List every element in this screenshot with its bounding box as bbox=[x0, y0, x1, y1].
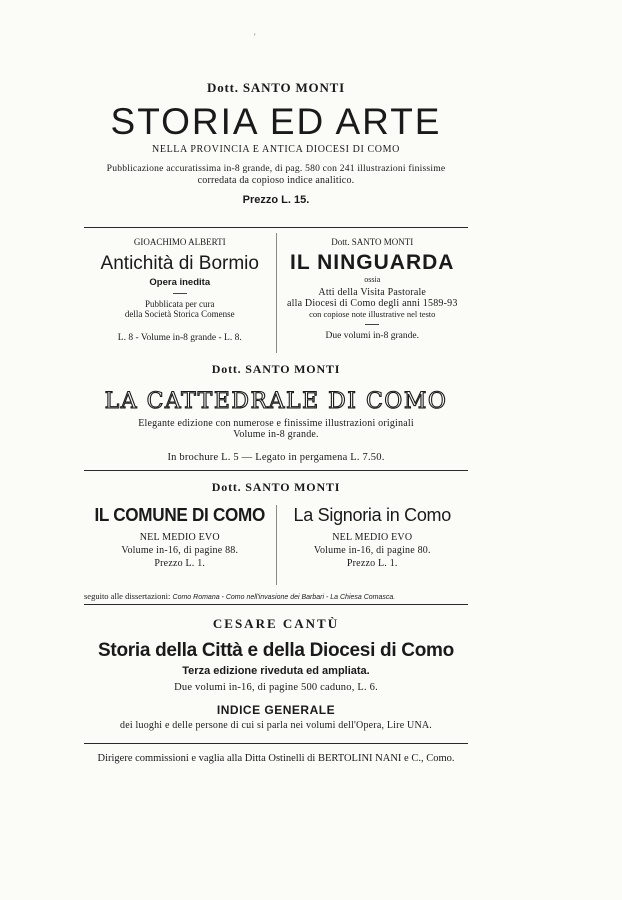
book-desc-2: alla Diocesi di Como degli anni 1589-93 bbox=[286, 298, 458, 309]
book-subtitle: NEL MEDIO EVO bbox=[332, 532, 413, 543]
book-title: LA CATTEDRALE DI COMO bbox=[104, 389, 448, 414]
author-line: Dott. SANTO MONTI bbox=[211, 362, 341, 376]
book-note: Opera inedita bbox=[149, 277, 211, 288]
publisher-line-2: della Società Storica Comense bbox=[124, 309, 235, 319]
author-line: Dott. SANTO MONTI bbox=[211, 480, 341, 494]
book-title: STORIA ED ARTE bbox=[110, 101, 442, 142]
book-edition: Terza edizione riveduta ed ampliata. bbox=[182, 665, 370, 677]
book-description: Pubblicazione accuratissima in-8 grande, di pag. 580 con 241 illustrazioni finissime bbox=[106, 163, 446, 174]
book-description-2: corredata da copioso indice analitico. bbox=[197, 175, 355, 186]
book-title: IL COMUNE DI COMO bbox=[94, 505, 266, 525]
footer-order-info: Dirigere commissioni e vaglia alla Ditta Ostinelli di BERTOLINI NANI e C., Como. bbox=[97, 753, 455, 764]
seguito-label: seguito alle dissertazioni: bbox=[84, 591, 171, 601]
book-subtitle: NEL MEDIO EVO bbox=[139, 532, 220, 543]
section-comune bbox=[84, 480, 468, 601]
book-ninguarda bbox=[277, 233, 469, 353]
book-antichita-bormio bbox=[84, 233, 276, 353]
book-price: In brochure L. 5 — Legato in pergamena L. 7.50. bbox=[167, 452, 385, 463]
book-price: Prezzo L. 1. bbox=[346, 558, 398, 569]
section-cattedrale bbox=[88, 362, 464, 463]
author-line: CESARE CANTÙ bbox=[212, 616, 340, 631]
book-price: Prezzo L. 15. bbox=[242, 194, 310, 206]
book-price: Prezzo L. 1. bbox=[154, 558, 206, 569]
section-storia-ed-arte bbox=[88, 80, 464, 206]
book-volume: Volume in-16, di pagine 80. bbox=[313, 545, 431, 556]
section-two-books bbox=[84, 233, 468, 353]
publisher-line: Pubblicata per cura bbox=[145, 299, 215, 309]
author-line: GIOACHIMO ALBERTI bbox=[133, 237, 226, 247]
dash-divider bbox=[173, 293, 187, 294]
divider bbox=[84, 743, 468, 744]
author-line: Dott. SANTO MONTI bbox=[331, 237, 414, 247]
author-line: Dott. SANTO MONTI bbox=[207, 80, 345, 95]
book-title: Storia della Città e della Diocesi di Como bbox=[98, 640, 454, 661]
divider bbox=[84, 604, 468, 605]
index-title: INDICE GENERALE bbox=[216, 703, 336, 717]
book-subtitle: NELLA PROVINCIA E ANTICA DIOCESI DI COMO bbox=[152, 144, 400, 155]
divider bbox=[84, 470, 468, 471]
book-desc-1: Atti della Visita Pastorale bbox=[318, 287, 427, 298]
seguito-items: Como Romana - Como nell'invasione dei Barbari - La Chiesa Comasca. bbox=[172, 594, 396, 601]
section-cantu bbox=[88, 616, 464, 731]
book-volume: Volume in-16, di pagine 88. bbox=[121, 545, 239, 556]
dash-divider bbox=[365, 324, 379, 325]
book-title: IL NINGUARDA bbox=[290, 251, 455, 274]
book-desc-2: Volume in-8 grande. bbox=[233, 429, 319, 440]
seguito-line bbox=[84, 591, 468, 601]
page-mark: ' bbox=[254, 32, 256, 42]
book-title: La Signoria in Como bbox=[293, 505, 451, 525]
ossia-label: ossia bbox=[364, 275, 381, 284]
book-title: Antichità di Bormio bbox=[100, 253, 259, 274]
two-column-books bbox=[84, 505, 468, 585]
book-volumes: Due volumi in-8 grande. bbox=[325, 331, 419, 341]
book-volumes: Due volumi in-16, di pagine 500 caduno, L. 6. bbox=[174, 682, 378, 693]
book-desc-1: Elegante edizione con numerose e finissime illustrazioni originali bbox=[138, 418, 414, 429]
book-comune-di-como bbox=[84, 505, 276, 585]
book-price: L. 8 - Volume in-8 grande - L. 8. bbox=[117, 333, 242, 343]
index-description: dei luoghi e delle persone di cui si parla nei volumi dell'Opera, Lire UNA. bbox=[120, 720, 432, 731]
book-desc-3: con copiose note illustrative nel testo bbox=[309, 309, 436, 319]
book-signoria-in-como bbox=[277, 505, 469, 585]
divider bbox=[84, 227, 468, 228]
